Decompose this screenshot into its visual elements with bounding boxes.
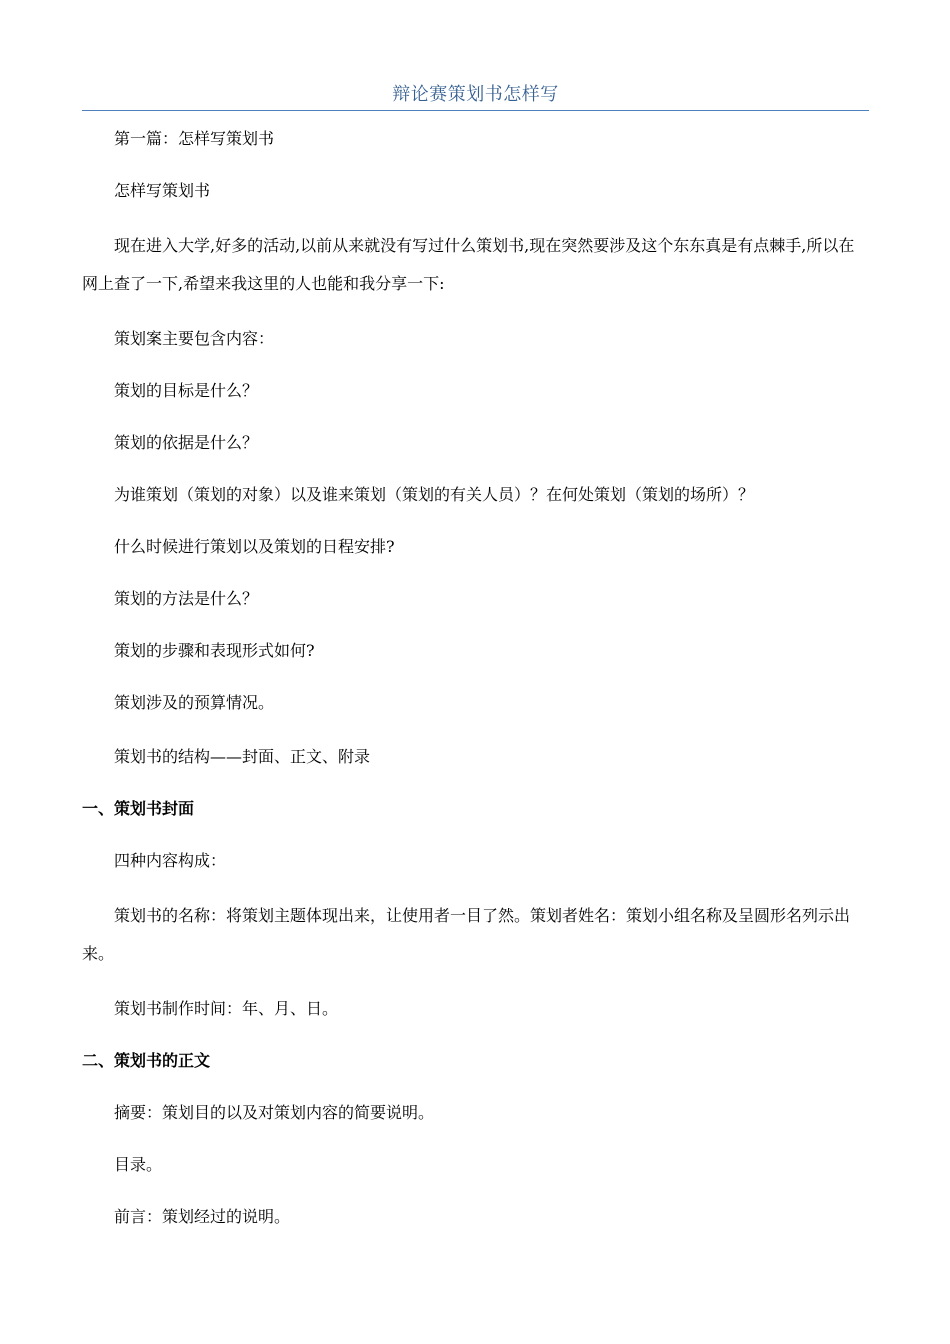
paragraph-toc: 目录。	[114, 1155, 163, 1174]
paragraph-contents-intro: 策划案主要包含内容：	[114, 329, 275, 348]
document-title: 辩论赛策划书怎样写	[392, 84, 559, 105]
paragraph-basis-question: 策划的依据是什么？	[114, 433, 259, 452]
paragraph-method-question: 策划的方法是什么？	[114, 589, 259, 608]
document-header	[82, 82, 869, 111]
paragraph-preface: 前言：策划经过的说明。	[114, 1207, 291, 1226]
paragraph-subtitle: 怎样写策划书	[114, 181, 211, 200]
paragraph-structure: 策划书的结构——封面、正文、附录	[114, 747, 371, 766]
section-heading-body: 二、策划书的正文	[82, 1051, 211, 1070]
paragraph-part-title: 第一篇：怎样写策划书	[114, 129, 275, 148]
paragraph-cover-date: 策划书制作时间：年、月、日。	[114, 999, 339, 1018]
paragraph-budget: 策划涉及的预算情况。	[114, 693, 275, 712]
paragraph-when-question: 什么时候进行策划以及策划的日程安排?	[114, 537, 395, 556]
paragraph-cover-composition: 四种内容构成：	[114, 851, 227, 870]
paragraph-cover-name: 策划书的名称：将策划主题体现出来，让使用者一目了然。策划者姓名：策划小组名称及呈圆形名列示出来。	[82, 906, 851, 963]
paragraph-abstract: 摘要：策划目的以及对策划内容的简要说明。	[114, 1103, 435, 1122]
paragraph-goal-question: 策划的目标是什么？	[114, 381, 259, 400]
paragraph-who-where-question: 为谁策划（策划的对象）以及谁来策划（策划的有关人员）？在何处策划（策划的场所）？	[114, 485, 755, 504]
section-heading-cover: 一、策划书封面	[82, 799, 195, 818]
paragraph-steps-question: 策划的步骤和表现形式如何?	[114, 641, 315, 660]
paragraph-intro: 现在进入大学,好多的活动,以前从来就没有写过什么策划书,现在突然要涉及这个东东真是有点棘手,所以在网上查了一下,希望来我这里的人也能和我分享一下:	[82, 236, 855, 293]
